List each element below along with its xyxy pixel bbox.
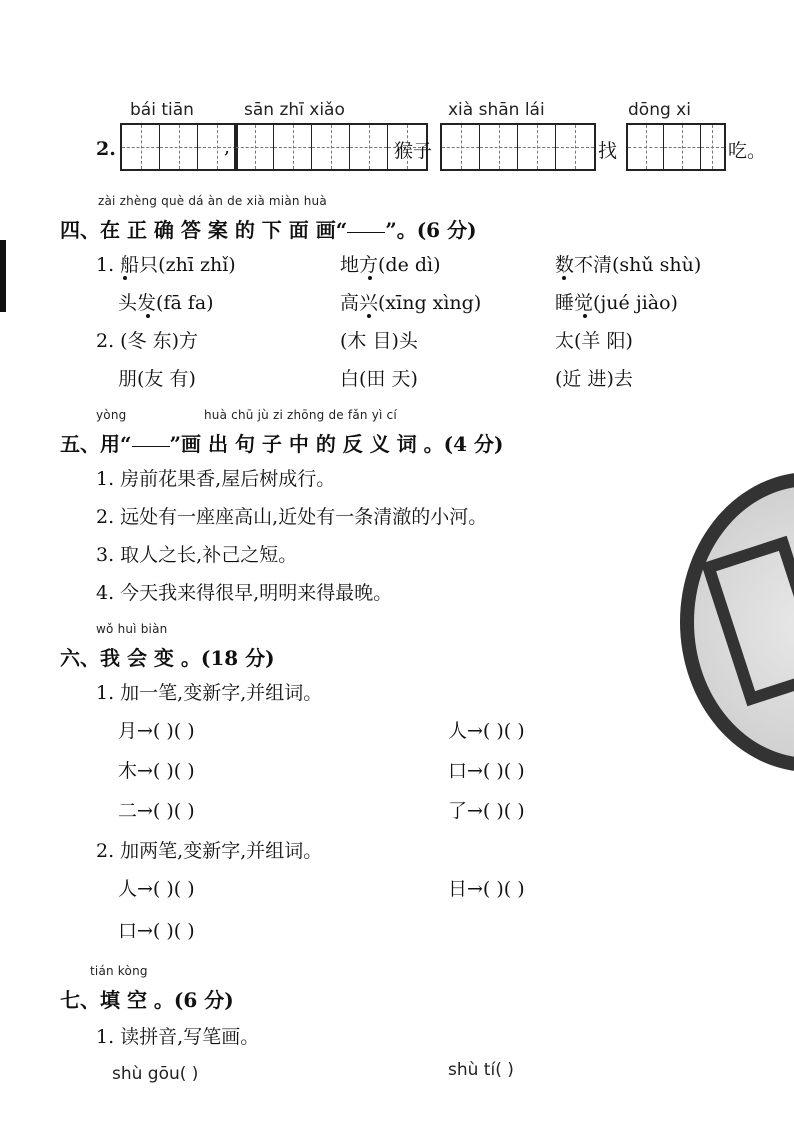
s7-item-shuti[interactable]: shù tí( ) [448, 1060, 514, 1080]
seal-stamp [680, 472, 794, 772]
section5-heading-end: ”画 出 句 子 中 的 反 义 词 。(4 分) [169, 432, 504, 456]
seal-stamp-mark [701, 536, 794, 706]
s4-item-chuanzhi[interactable]: 1. 船只(zhī zhǐ) [96, 254, 236, 276]
s6-row3-left[interactable]: 二→( )( ) [118, 800, 195, 822]
scan-edge-mark [0, 240, 6, 312]
writing-grid-1[interactable] [120, 123, 238, 171]
s6-row3-right[interactable]: 了→( )( ) [448, 800, 525, 822]
s6-sub1-title: 1. 加一笔,变新字,并组词。 [96, 682, 323, 704]
s6-sub2-row1-right[interactable]: 日→( )( ) [448, 878, 525, 900]
s5-sentence-4[interactable]: 4. 今天我来得很早,明明来得最晚。 [96, 582, 393, 604]
pinyin-xia-shan-lai: xià shān lái [448, 100, 545, 120]
s4-item-taiyang[interactable]: 太(羊 阳) [555, 330, 633, 352]
s4-item-gaoxing[interactable]: 高兴(xīng xìng) [340, 292, 482, 314]
text-eat: 吃。 [728, 140, 767, 162]
emphasis-dot [123, 276, 127, 280]
section5-pinyin: huà chū jù zi zhōng de fǎn yì cí [204, 408, 397, 422]
s6-row1-left[interactable]: 月→( )( ) [118, 720, 195, 742]
section5-pinyin-yong: yòng [96, 408, 127, 422]
section6-pinyin: wǒ huì biàn [96, 622, 168, 636]
section4-heading [60, 214, 477, 243]
s5-sentence-2[interactable]: 2. 远处有一座座高山,近处有一条清澈的小河。 [96, 506, 488, 528]
emphasis-dot [368, 276, 372, 280]
answer-underline-sample [347, 232, 385, 233]
s6-row2-left[interactable]: 木→( )( ) [118, 760, 195, 782]
s4-item-baitian[interactable]: 白(田 天) [340, 368, 418, 390]
s7-item-shugou[interactable]: shù gōu( ) [112, 1064, 199, 1084]
section7-heading: 七、填 空 。(6 分) [60, 988, 234, 1012]
s4-item-pengyou[interactable]: 朋(友 有) [118, 368, 196, 390]
writing-grid-3[interactable] [440, 123, 596, 171]
s4-item-dongfang[interactable]: 2. (冬 东)方 [96, 330, 199, 352]
s6-sub2-title: 2. 加两笔,变新字,并组词。 [96, 840, 323, 862]
section7-pinyin: tián kòng [90, 964, 148, 978]
pinyin-bai-tian: bái tiān [130, 100, 194, 120]
s6-sub2-row1-left[interactable]: 人→( )( ) [118, 878, 195, 900]
section6-heading: 六、我 会 变 。(18 分) [60, 646, 275, 670]
emphasis-dot [583, 314, 587, 318]
question-number: 2. [96, 138, 116, 160]
writing-grid-4[interactable] [626, 123, 726, 171]
text-monkey: 猴子 [394, 140, 433, 162]
section4-pinyin: zài zhèng què dá àn de xià miàn huà [98, 194, 327, 208]
section4-heading-text: 四、在 正 确 答 案 的 下 面 画“ [60, 218, 348, 242]
s4-item-jinqu[interactable]: (近 进)去 [555, 368, 633, 390]
comma: , [224, 136, 231, 158]
s5-sentence-3[interactable]: 3. 取人之长,补己之短。 [96, 544, 298, 566]
s6-sub2-row2-left[interactable]: 口→( )( ) [118, 920, 195, 942]
s5-sentence-1[interactable]: 1. 房前花果香,屋后树成行。 [96, 468, 336, 490]
s4-item-mutou[interactable]: (木 目)头 [340, 330, 418, 352]
answer-underline-sample [132, 446, 170, 447]
s4-item-difang[interactable]: 地方(de dì) [340, 254, 441, 276]
s6-row2-right[interactable]: 口→( )( ) [448, 760, 525, 782]
s4-item-shubuqing[interactable]: 数不清(shǔ shù) [555, 254, 702, 276]
emphasis-dot [367, 314, 371, 318]
s7-sub1-title: 1. 读拼音,写笔画。 [96, 1026, 260, 1048]
emphasis-dot [146, 314, 150, 318]
pinyin-dong-xi: dōng xi [628, 100, 691, 120]
text-find: 找 [598, 140, 618, 162]
section5-heading-text: 五、用“ [60, 432, 132, 456]
section5-heading [60, 428, 504, 457]
section4-heading-end: ”。(6 分) [385, 218, 477, 242]
emphasis-dot [562, 276, 566, 280]
s6-row1-right[interactable]: 人→( )( ) [448, 720, 525, 742]
s4-item-shuijiao[interactable]: 睡觉(jué jiào) [555, 292, 678, 314]
pinyin-san-zhi-xiao: sān zhī xiǎo [244, 100, 345, 120]
s4-item-toufa[interactable]: 头发(fā fa) [118, 292, 214, 314]
